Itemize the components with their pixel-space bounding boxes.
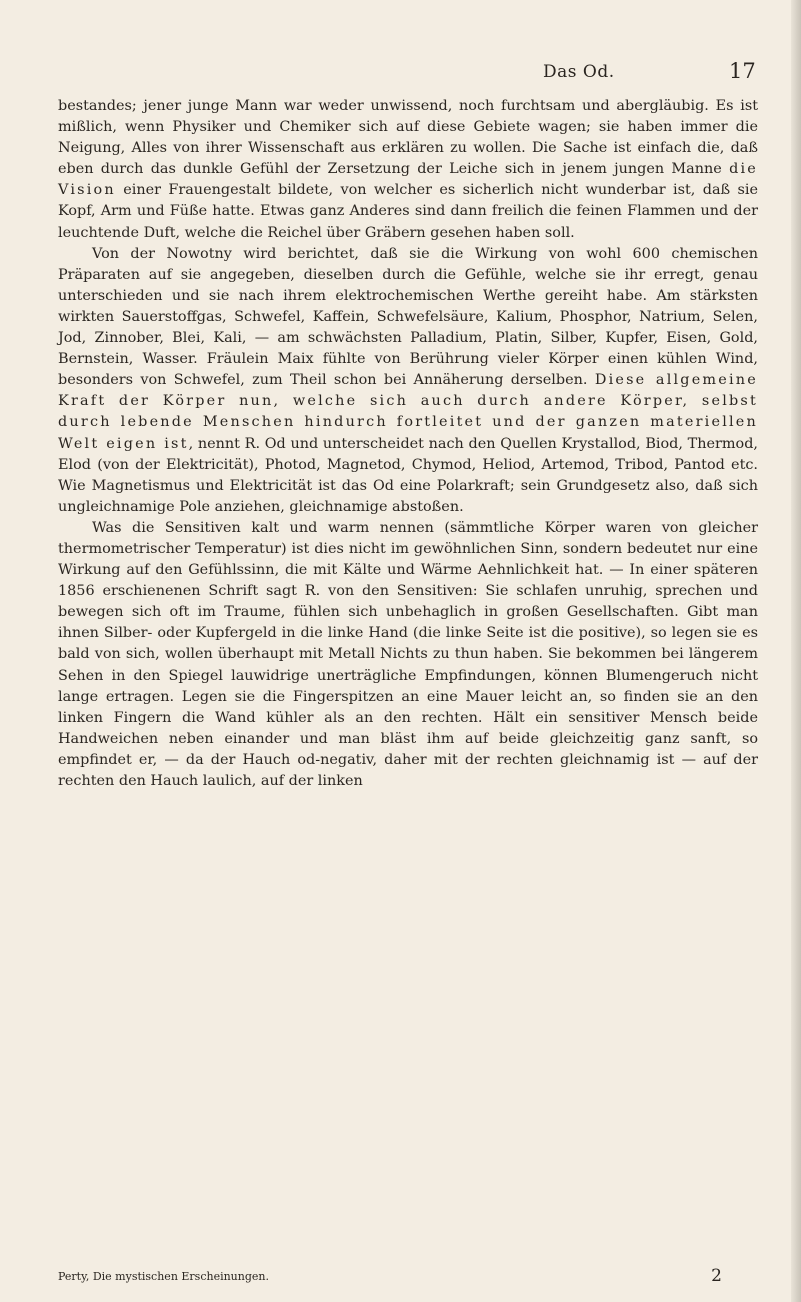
footer-source-note: Perty, Die mystischen Erscheinungen. [58,1270,269,1283]
paragraph-2-text-a: Von der Nowotny wird berichtet, daß sie die Wirkung von wohl 600 chemischen Präparaten auf sie angegeben, dieselben durch die Gefühle, welche sie ihr erregt, genau unterschieden und sie nach ihrem elektrochemischen Werthe gereiht habe. Am stärksten wirkten Sauerstoffgas, Schwefel, Kaffein, Schwefelsäure, Kalium, Phosphor, Natrium, Selen, Jod, Zinnober, Blei, Kali, — am schwächsten Palladium, Platin, Silber, Kupfer, Eisen, Gold, Bernstein, Wasser. Fräulein Maix fühlte von Berührung vieler Körper einen kühlen Wind, besonders von Schwefel, zum Theil schon bei Annäherung derselben. [58,245,758,389]
paragraph-1-text-a: bestandes; jener junge Mann war weder unwissend, noch furchtsam und abergläubig. Es ist mißlich, wenn Physiker und Chemiker sich auf diese Gebiete wagen; sie haben immer die Neigung, Alles von ihrer Wissenschaft aus erklären zu wollen. Die Sache ist einfach die, daß eben durch das dunkle Gefühl der Zersetzung der Leiche sich in jenem jungen Manne [58,98,758,178]
body-text [58,96,758,792]
page-footer [58,1268,758,1290]
paragraph-1 [58,96,758,244]
paragraph-3: Was die Sensitiven kalt und warm nennen (sämmtliche Körper waren von gleicher thermometrischer Temperatur) ist dies nicht im gewöhnlichen Sinn, sondern bedeutet nur eine Wirkung auf den Gefühlssinn, die mit Kälte und Wärme Aehnlichkeit hat. — In einer späteren 1856 erschienenen Schrift sagt R. von den Sensitiven: Sie schlafen unruhig, sprechen und bewegen sich oft im Traume, fühlen sich unbehaglich in großen Gesellschaften. Gibt man ihnen Silber- oder Kupfergeld in die linke Hand (die linke Seite ist die positive), so legen sie es bald von sich, wollen überhaupt mit Metall Nichts zu thun haben. Sie bekommen bei längerem Sehen in den Spiegel lauwidrige unerträgliche Empfindungen, können Blumengeruch nicht lange ertragen. Legen sie die Fingerspitzen an eine Mauer leicht an, so finden sie an den linken Fingern die Wand kühler als an den rechten. Hält ein sensitiver Mensch beide Handweichen neben einander und man bläst ihm auf beide gleichzeitig ganz sanft, so empfindet er, — da der Hauch od-negativ, daher mit der rechten gleichnamig ist — auf der rechten den Hauch laulich, auf der linken [58,519,758,789]
paragraph-2-text-b: , nennt R. Od und unterscheidet nach den Quellen Krystallod, Biod, Thermod, Elod (von der Elektricität), Photod, Magnetod, Chymod, Heliod, Artemod, Tribod, Pantod etc. Wie Magnetismus und Elektricität ist das Od eine Polarkraft; sein Grundgesetz also, daß sich ungleichnamige Pole anziehen, gleichnamige abstoßen. [58,435,758,515]
paragraph-1-text-b: einer Frauengestalt bildete, von welcher es sicherlich nicht wunderbar ist, daß sie Kopf, Arm und Füße hatte. Etwas ganz Anderes sind dann freilich die feinen Flammen und der leuchtende Duft, welche die Reichel über Gräbern gesehen haben soll. [58,182,758,241]
page-binding-edge [791,0,801,1302]
paragraph-1-spaced-text: die Vision [58,161,758,199]
page-header [0,59,801,92]
paragraph-2-spaced-text: Diese allgemeine Kraft der Körper nun, welche sich auch durch andere Körper, selbst durch lebende Menschen hindurch fortleitet und der ganzen materiellen Welt eigen ist [58,372,758,452]
paragraph-2 [58,244,758,518]
running-head: Das Od. [543,62,615,82]
sheet-signature: 2 [711,1266,722,1286]
page-number: 17 [729,59,756,83]
